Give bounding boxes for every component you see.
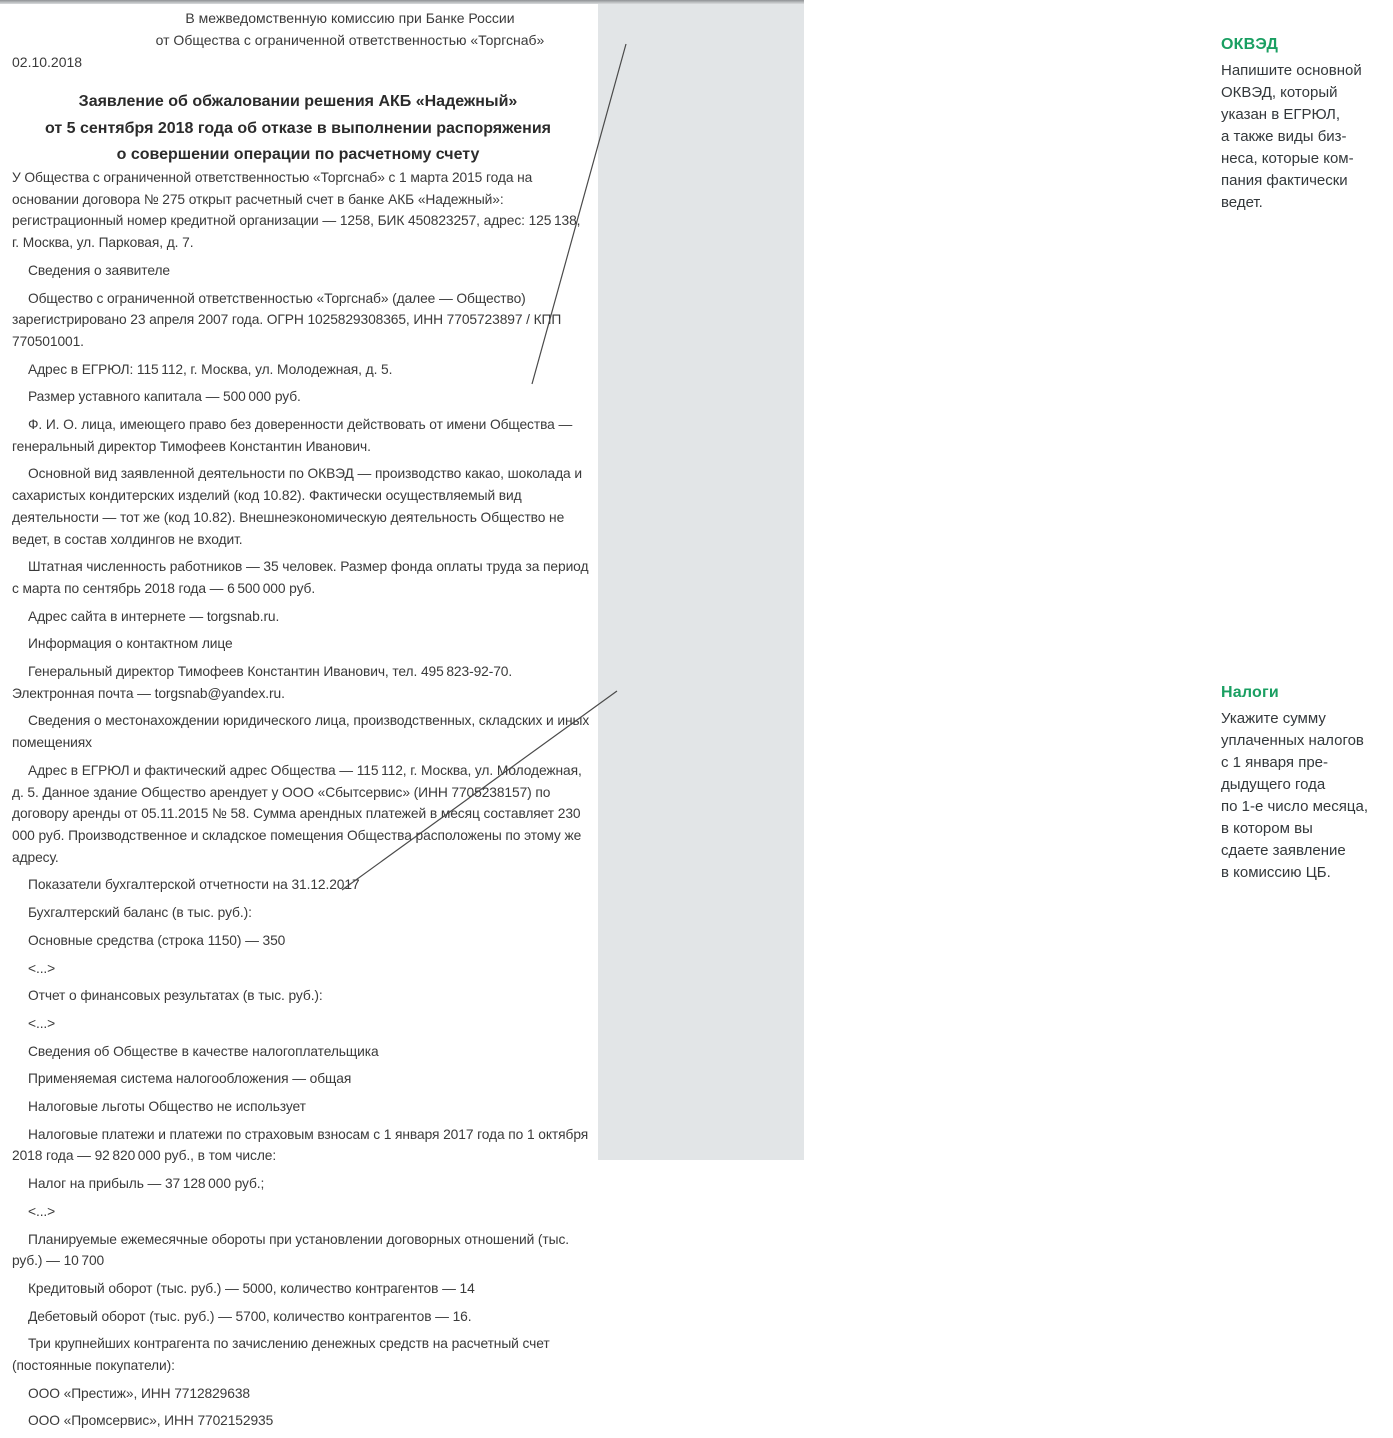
document-body (12, 167, 591, 1438)
paragraph: Информация о контактном лице (28, 636, 233, 652)
paragraph: Показатели бухгалтерской отчетности на 31.12.2017 (28, 877, 360, 893)
annotation-taxes-heading: Налоги (1221, 684, 1279, 701)
annotation-okved-heading: ОКВЭД (1221, 36, 1279, 53)
paragraph: Сведения о заявителе (28, 262, 170, 278)
annotation-taxes (1221, 684, 1393, 884)
paragraph: Сведения о местонахождении юридического лица, производственных, складских и иных помещениях (12, 713, 590, 751)
paragraph: Дебетовый оборот (тыс. руб.) — 5700, количество контрагентов — 16. (28, 1308, 472, 1324)
paragraph: ООО «Престиж», ИНН 7712829638 (28, 1385, 250, 1401)
document-area (0, 0, 598, 1429)
title-line: от 5 сентября 2018 года об отказе в выполнении распоряжения (44, 119, 551, 137)
recipient-block (103, 7, 597, 51)
paragraph: Адрес в ЕГРЮЛ: 115 112, г. Москва, ул. Молодежная, д. 5. (28, 361, 393, 377)
document-title (0, 89, 596, 169)
title-line: о совершении операции по расчетному счету (116, 146, 480, 163)
paragraph: Применяемая система налогообложения — общая (28, 1071, 352, 1087)
paragraph: ООО «Промсервис», ИНН 7702152935 (28, 1413, 274, 1429)
paragraph: <...> (28, 1015, 56, 1031)
paragraph: Общество с ограниченной ответственностью «Торгснаб» (далее — Общество) зарегистрировано 23 апреля 2007 года. ОГРН 1025829308365, ИНН 7705723897 / КПП 770501001. (12, 290, 562, 349)
paragraph: Кредитовый оборот (тыс. руб.) — 5000, количество контрагентов — 14 (28, 1280, 475, 1296)
paragraph: Размер уставного капитала — 500 000 руб. (28, 389, 301, 405)
paragraph: Налоговые льготы Общество не использует (28, 1099, 306, 1115)
paragraph: Три крупнейших контрагента по зачислению денежных средств на расчетный счет (постоянные покупатели): (12, 1336, 550, 1374)
annotation-sidebar (598, 4, 1368, 1160)
title-line: Заявление об обжаловании решения АКБ «Надежный» (78, 93, 518, 110)
paragraph: Генеральный директор Тимофеев Константин Иванович, тел. 495 823-92-70. Электронная почта — torgsnab@yandex.ru. (12, 664, 513, 701)
paragraph: Штатная численность работников — 35 человек. Размер фонда оплаты труда за период с марта по сентябрь 2018 года — 6 500 000 руб. (12, 559, 589, 596)
paragraph: У Общества с ограниченной ответственностью «Торгснаб» с 1 марта 2015 года на основании договора № 275 открыт расчетный счет в банке АКБ «Надежный»: регистрационный номер кредитной организации — 1258, БИК 450823257, адрес: 125 138, г. Москва, ул. Парковая, д. 7. (12, 170, 581, 251)
annotation-okved-text: Напишите основной ОКВЭД, который указан в ЕГРЮЛ, а также виды биз- неса, которые ком- пания фактически ведет. (1221, 62, 1362, 211)
paragraph: Ф. И. О. лица, имеющего право без доверенности действовать от имени Общества — генеральный директор Тимофеев Константин Иванович. (12, 417, 573, 454)
paragraph: Планируемые ежемесячные обороты при установлении договорных отношений (тыс. руб.) — 10 700 (12, 1231, 569, 1269)
paragraph: Налоговые платежи и платежи по страховым взносам с 1 января 2017 года по 1 октября 2018 года — 92 820 000 руб., в том числе: (12, 1126, 589, 1164)
paragraph: Налог на прибыль — 37 128 000 руб.; (28, 1176, 265, 1192)
paragraph: Бухгалтерский баланс (в тыс. руб.): (28, 905, 252, 921)
paragraph: Сведения об Обществе в качестве налогоплательщика (28, 1043, 379, 1059)
paragraph: Адрес в ЕГРЮЛ и фактический адрес Общества — 115 112, г. Москва, ул. Молодежная, д. 5. Данное здание Общество арендует у ООО «Сбытсервис» (ИНН 7705238157) по договору аренды от 05.11.2015 № 58. Сумма арендных платежей в месяц составляет 230 000 руб. Производственное и складское помещения Общества расположены по этому же адресу. (12, 762, 584, 865)
paragraph: <...> (28, 960, 56, 976)
recipient-line: от Общества с ограниченной ответственностью «Торгснаб» (155, 32, 545, 48)
date-text: 02.10.2018 (12, 54, 83, 70)
paragraph: <...> (28, 1203, 56, 1219)
paragraph: Адрес сайта в интернете — torgsnab.ru. (28, 608, 280, 624)
annotation-okved (1221, 36, 1393, 214)
recipient-line: В межведомственную комиссию при Банке России (185, 10, 515, 26)
paragraph: Отчет о финансовых результатах (в тыс. руб.): (28, 988, 323, 1004)
paragraph: Основной вид заявленной деятельности по ОКВЭД — производство какао, шоколада и сахаристых кондитерских изделий (код 10.82). Фактически осуществляемый вид деятельности — тот же (код 10.82). Внешнеэкономическую деятельность Общество не ведет, в состав холдингов не входит. (12, 466, 582, 547)
annotation-taxes-text: Укажите сумму уплаченных налогов с 1 января пре- дыдущего года по 1-е число месяца, в котором вы сдаете заявление в комиссию ЦБ. (1221, 710, 1368, 881)
paragraph: Основные средства (строка 1150) — 350 (28, 932, 286, 948)
